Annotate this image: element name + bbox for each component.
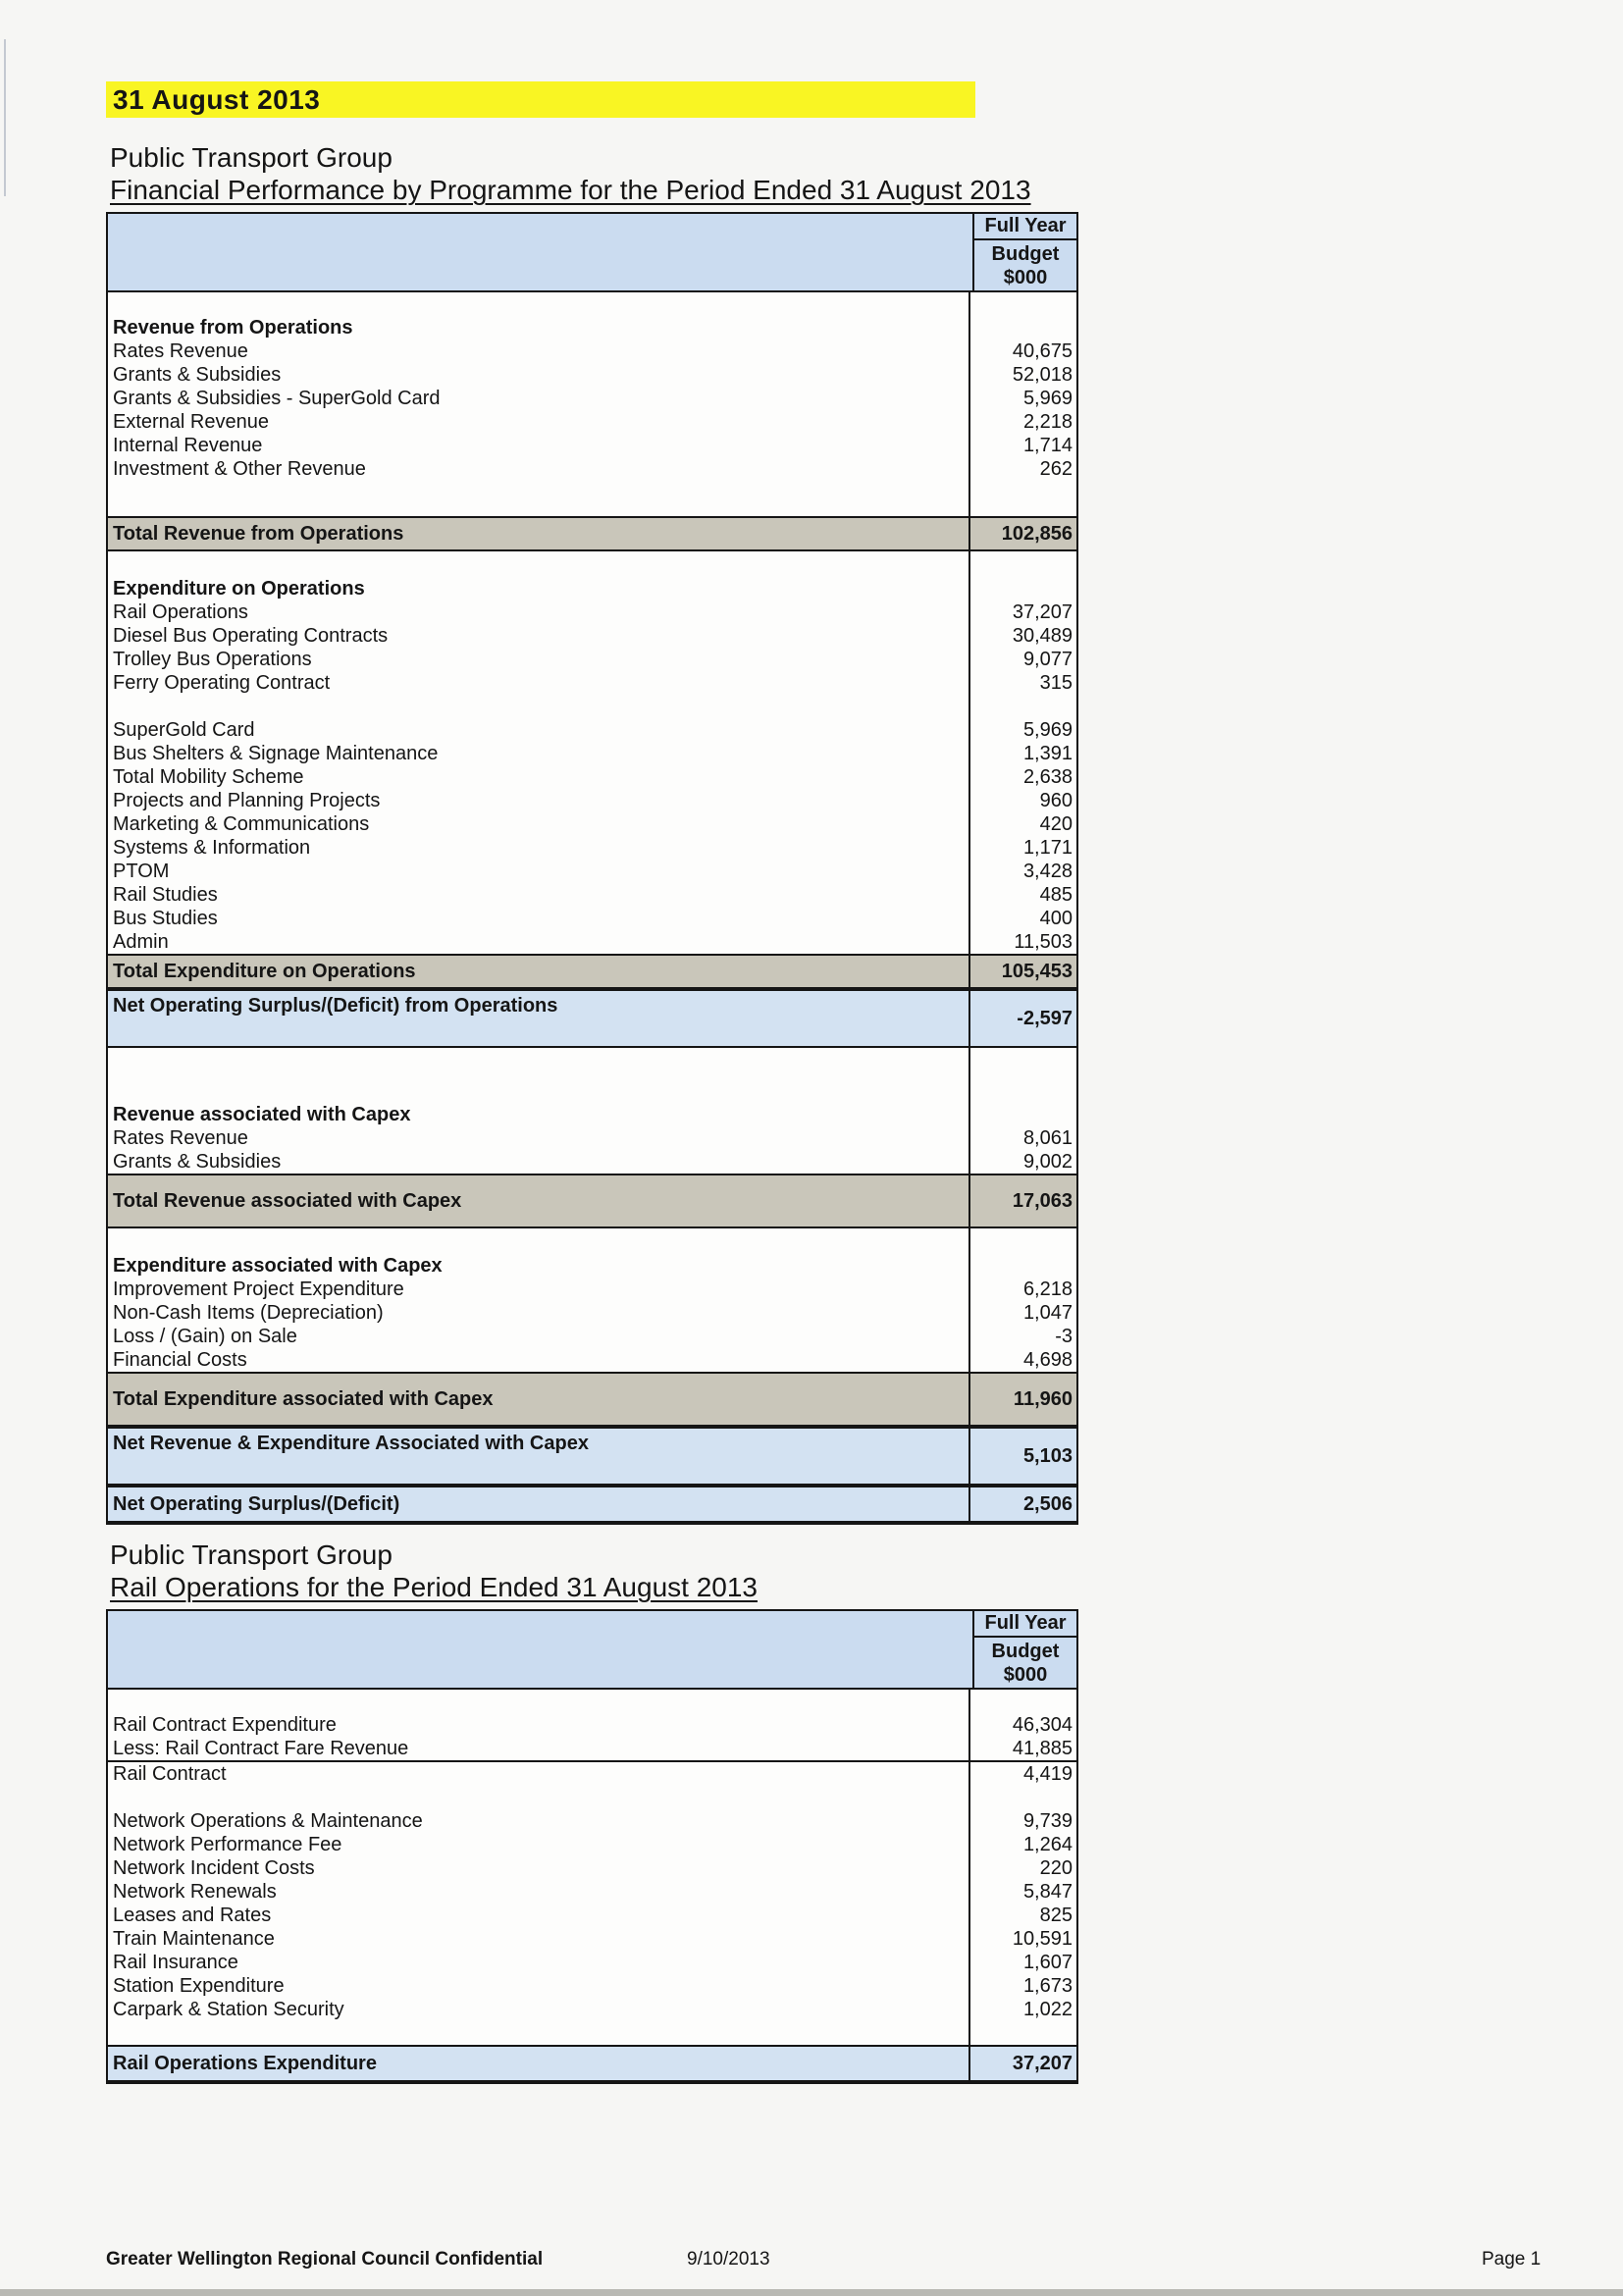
table-row [108,789,1076,812]
footer-print-date: 9/10/2013 [687,2249,770,2270]
table-row [108,1103,1076,1126]
table-spacer-row [108,695,1076,718]
row-value [969,1103,1076,1126]
header-value-column [972,214,1076,290]
row-value: 1,264 [969,1833,1076,1856]
table-row [108,516,1076,551]
row-value [969,292,1076,316]
row-label: Network Operations & Maintenance [113,1809,423,1832]
table-row [108,1254,1076,1278]
row-value: 4,698 [969,1348,1076,1372]
row-label: Loss / (Gain) on Sale [113,1325,297,1347]
row-value: 2,638 [969,765,1076,789]
rail-operations-table [106,1609,1078,2084]
row-label: Non-Cash Items (Depreciation) [113,1301,384,1324]
row-value: 6,218 [969,1278,1076,1301]
row-value: 17,063 [969,1175,1076,1226]
header-blank-cell [108,1611,972,1688]
row-label: Rail Studies [113,883,218,906]
column-header-period: Full Year [974,1611,1076,1638]
row-label: Diesel Bus Operating Contracts [113,624,389,647]
row-value: 11,960 [969,1374,1076,1425]
row-value [969,481,1076,516]
row-value: 3,428 [969,860,1076,883]
row-label: Rail Operations Expenditure [113,2052,377,2074]
table-row [108,1927,1076,1951]
table-row [108,1372,1076,1427]
column-header-period: Full Year [974,214,1076,240]
table-row [108,1998,1076,2021]
report-date: 31 August 2013 [113,83,321,115]
column-header-unit: $000 [1003,266,1048,288]
table-row [108,624,1076,648]
row-value: 1,607 [969,1951,1076,1974]
row-label: Rail Operations [113,600,248,623]
page-footer [0,2249,1623,2278]
row-label: Net Operating Surplus/(Deficit) from Operations [113,995,558,1017]
column-header-budget [974,1638,1076,1688]
row-label: Revenue associated with Capex [113,1103,411,1125]
row-label: Less: Rail Contract Fare Revenue [113,1737,409,1759]
table-spacer-row [108,551,1076,577]
row-label: Rail Contract [113,1762,227,1785]
column-header-measure: Budget [991,242,1060,265]
row-value: -2,597 [969,991,1076,1046]
table-row [108,457,1076,481]
row-value: 9,739 [969,1809,1076,1833]
row-label: Network Renewals [113,1880,277,1903]
table-row [108,742,1076,765]
row-value: 825 [969,1904,1076,1927]
footer-confidential-label: Greater Wellington Regional Council Confidential [106,2249,544,2270]
row-label: Net Revenue & Expenditure Associated with Capex [113,1433,589,1454]
row-value: 37,207 [969,600,1076,624]
table-row [108,648,1076,671]
table-row [108,989,1076,1048]
row-label: Leases and Rates [113,1904,272,1926]
report-title: Rail Operations for the Period Ended 31 August 2013 [110,1572,758,1602]
row-label: External Revenue [113,410,269,433]
row-value: 485 [969,883,1076,907]
report-title: Financial Performance by Programme for the Period Ended 31 August 2013 [110,175,1031,205]
column-header-budget [974,240,1076,290]
row-label: Revenue from Operations [113,316,353,339]
row-value: 8,061 [969,1126,1076,1150]
row-label: Rates Revenue [113,339,248,362]
row-label [108,695,969,718]
table-row [108,1348,1076,1372]
table-row [108,387,1076,410]
table-row [108,1486,1076,1523]
row-label: Projects and Planning Projects [113,789,381,811]
row-value [969,551,1076,577]
row-value: 1,171 [969,836,1076,860]
row-value: 420 [969,812,1076,836]
table-row [108,1174,1076,1228]
table-row [108,718,1076,742]
table-header [108,214,1076,292]
row-value: 315 [969,671,1076,695]
row-label: Grants & Subsidies [113,1150,282,1173]
table-spacer-row [108,1786,1076,1809]
table-row [108,2045,1076,2082]
row-label: Rail Insurance [113,1951,238,1973]
table-row [108,1427,1076,1486]
row-value: 40,675 [969,339,1076,363]
row-value: 2,218 [969,410,1076,434]
table-body [108,1690,1076,2082]
row-value: 41,885 [969,1737,1076,1760]
row-label: Total Mobility Scheme [113,765,304,788]
row-label: SuperGold Card [113,718,255,741]
row-label: Network Incident Costs [113,1856,315,1879]
row-label: Marketing & Communications [113,812,370,835]
row-value: 5,969 [969,387,1076,410]
row-label: Carpark & Station Security [113,1998,344,2020]
row-label: Rates Revenue [113,1126,248,1149]
table-spacer-row [108,1048,1076,1103]
table-row [108,1126,1076,1150]
row-label: Improvement Project Expenditure [113,1278,404,1300]
row-value: 10,591 [969,1927,1076,1951]
row-label: Trolley Bus Operations [113,648,312,670]
row-value: 220 [969,1856,1076,1880]
report-group-title: Public Transport Group [110,1539,393,1570]
row-label: Investment & Other Revenue [113,457,366,480]
column-header-measure: Budget [991,1640,1060,1662]
row-value: 262 [969,457,1076,481]
row-value: 46,304 [969,1713,1076,1737]
row-label: Total Expenditure associated with Capex [113,1387,494,1410]
row-label: Rail Contract Expenditure [113,1713,337,1736]
row-value [969,695,1076,718]
table-row [108,1301,1076,1325]
row-label [108,2021,969,2045]
table-row [108,1278,1076,1301]
financial-performance-table [106,212,1078,1525]
row-value: 1,047 [969,1301,1076,1325]
row-value [969,1048,1076,1103]
table-row [108,836,1076,860]
column-header-unit: $000 [1003,1663,1048,1686]
row-value: 400 [969,907,1076,930]
row-value: 1,714 [969,434,1076,457]
header-blank-cell [108,214,972,290]
row-value [969,1254,1076,1278]
row-value [969,2021,1076,2045]
row-value: 4,419 [969,1762,1076,1786]
row-label [108,1690,969,1713]
table-spacer-row [108,1690,1076,1713]
row-label [108,551,969,577]
table-row [108,1150,1076,1174]
row-value: 30,489 [969,624,1076,648]
table-row [108,860,1076,883]
table-header [108,1611,1076,1690]
table-row [108,765,1076,789]
row-label: Station Expenditure [113,1974,285,1997]
table-row [108,671,1076,695]
rail-operations-report [106,1539,1078,2084]
row-value [969,577,1076,600]
row-label [108,1228,969,1254]
report-group-title: Public Transport Group [110,142,393,173]
row-label: Grants & Subsidies [113,363,282,386]
table-row [108,907,1076,930]
table-body [108,292,1076,1523]
row-label: Expenditure associated with Capex [113,1254,443,1277]
row-value: 37,207 [969,2047,1076,2080]
table-row [108,1856,1076,1880]
row-value: 102,856 [969,518,1076,549]
row-label: Financial Costs [113,1348,247,1371]
table-row [108,1737,1076,1760]
table-spacer-row [108,292,1076,316]
table-row [108,577,1076,600]
row-label [108,481,969,516]
table-row [108,1951,1076,1974]
row-label: Total Revenue from Operations [113,522,404,545]
row-label: Internal Revenue [113,434,263,456]
row-label: PTOM [113,860,170,882]
row-value [969,1690,1076,1713]
table-row [108,1325,1076,1348]
table-row [108,1760,1076,1786]
row-value [969,1786,1076,1809]
row-label: Ferry Operating Contract [113,671,331,694]
row-label: Systems & Information [113,836,311,859]
table-row [108,1974,1076,1998]
table-row [108,434,1076,457]
table-spacer-row [108,481,1076,516]
footer-page-number: Page 1 [1482,2249,1542,2270]
row-value: 5,847 [969,1880,1076,1904]
row-label [108,292,969,316]
header-value-column [972,1611,1076,1688]
table-row [108,339,1076,363]
table-row [108,363,1076,387]
row-value: 1,673 [969,1974,1076,1998]
table-row [108,1713,1076,1737]
table-row [108,930,1076,954]
row-value: 9,002 [969,1150,1076,1174]
table-row [108,1880,1076,1904]
financial-performance-report [106,141,1078,1525]
table-row [108,316,1076,339]
row-value: 1,022 [969,1998,1076,2021]
row-value: 9,077 [969,648,1076,671]
row-value: 2,506 [969,1487,1076,1521]
row-label: Expenditure on Operations [113,577,365,600]
row-value: 5,103 [969,1429,1076,1484]
row-value: 52,018 [969,363,1076,387]
table-spacer-row [108,1228,1076,1254]
table-row [108,600,1076,624]
table-row [108,954,1076,989]
table-row [108,1809,1076,1833]
row-value [969,316,1076,339]
row-value: 1,391 [969,742,1076,765]
row-value: 105,453 [969,956,1076,987]
row-label: Bus Studies [113,907,218,929]
row-value: -3 [969,1325,1076,1348]
row-label: Train Maintenance [113,1927,275,1950]
row-value: 11,503 [969,930,1076,954]
row-label [108,1786,969,1809]
row-value: 960 [969,789,1076,812]
table-row [108,812,1076,836]
row-label: Total Revenue associated with Capex [113,1189,462,1212]
row-label [108,1048,969,1103]
row-value [969,1228,1076,1254]
row-value: 5,969 [969,718,1076,742]
table-row [108,1904,1076,1927]
row-label: Total Expenditure on Operations [113,960,416,982]
table-spacer-row [108,2021,1076,2045]
table-row [108,1833,1076,1856]
table-row [108,883,1076,907]
row-label: Net Operating Surplus/(Deficit) [113,1492,400,1515]
table-row [108,410,1076,434]
date-highlight-bar [106,81,975,118]
row-label: Admin [113,930,169,953]
row-label: Network Performance Fee [113,1833,342,1855]
row-label: Grants & Subsidies - SuperGold Card [113,387,441,409]
row-label: Bus Shelters & Signage Maintenance [113,742,439,764]
